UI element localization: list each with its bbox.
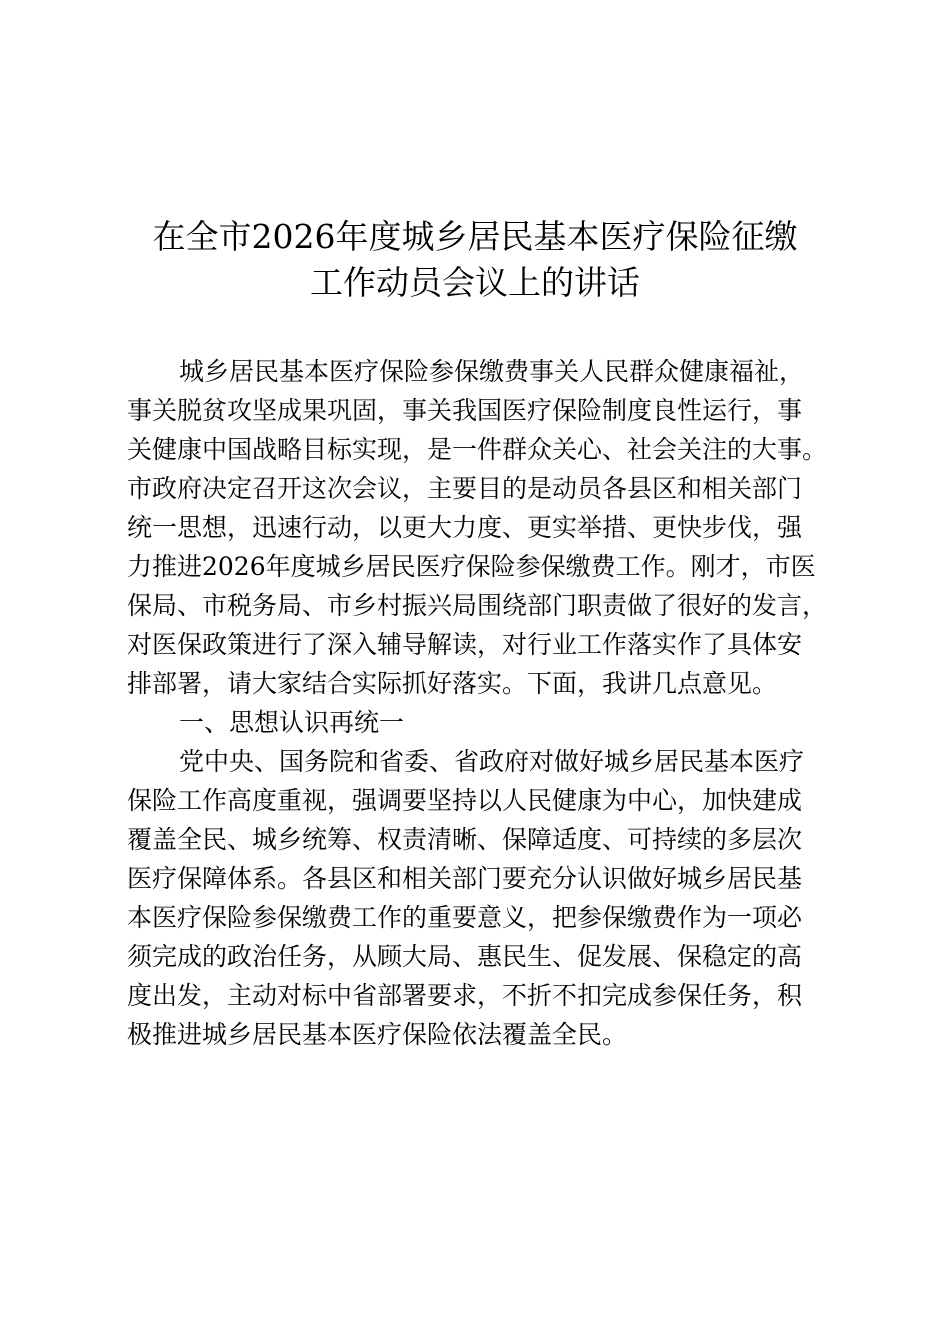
paragraph-line: 医疗保障体系。各县区和相关部门要充分认识做好城乡居民基 (127, 864, 803, 893)
paragraph-line: 排部署，请大家结合实际抓好落实。下面，我讲几点意见。 (127, 669, 778, 698)
title-line-1: 在全市2026年度城乡居民基本医疗保险征缴 (152, 217, 798, 256)
paragraph-line: 度出发，主动对标中省部署要求，不折不扣完成参保任务，积 (127, 981, 803, 1010)
paragraph-line: 力推进2026年度城乡居民医疗保险参保缴费工作。刚才，市医 (127, 552, 816, 581)
paragraph-line: 城乡居民基本医疗保险参保缴费事关人民群众健康福祉， (179, 357, 805, 386)
section-heading: 一、思想认识再统一 (179, 708, 405, 737)
paragraph-line: 保局、市税务局、市乡村振兴局围绕部门职责做了很好的发言， (127, 591, 828, 620)
paragraph-1 (127, 352, 847, 703)
paragraph-line: 统一思想，迅速行动，以更大力度、更实举措、更快步伐，强 (127, 513, 803, 542)
title-line-2: 工作动员会议上的讲话 (310, 263, 640, 302)
paragraph-line: 覆盖全民、城乡统筹、权责清晰、保障适度、可持续的多层次 (127, 825, 803, 854)
paragraph-line: 本医疗保险参保缴费工作的重要意义，把参保缴费作为一项必 (127, 903, 803, 932)
document-body (127, 352, 847, 1054)
paragraph-line: 事关脱贫攻坚成果巩固，事关我国医疗保险制度良性运行，事 (127, 396, 803, 425)
paragraph-line: 市政府决定召开这次会议，主要目的是动员各县区和相关部门 (127, 474, 803, 503)
document-title (100, 214, 850, 306)
paragraph-line: 保险工作高度重视，强调要坚持以人民健康为中心，加快建成 (127, 786, 803, 815)
paragraph-line: 对医保政策进行了深入辅导解读，对行业工作落实作了具体安 (127, 630, 803, 659)
paragraph-2 (127, 742, 847, 1054)
paragraph-line: 关健康中国战略目标实现，是一件群众关心、社会关注的大事。 (127, 435, 828, 464)
paragraph-line: 须完成的政治任务，从顾大局、惠民生、促发展、保稳定的高 (127, 942, 803, 971)
paragraph-line: 党中央、国务院和省委、省政府对做好城乡居民基本医疗 (179, 747, 805, 776)
paragraph-line: 极推进城乡居民基本医疗保险依法覆盖全民。 (127, 1020, 628, 1049)
